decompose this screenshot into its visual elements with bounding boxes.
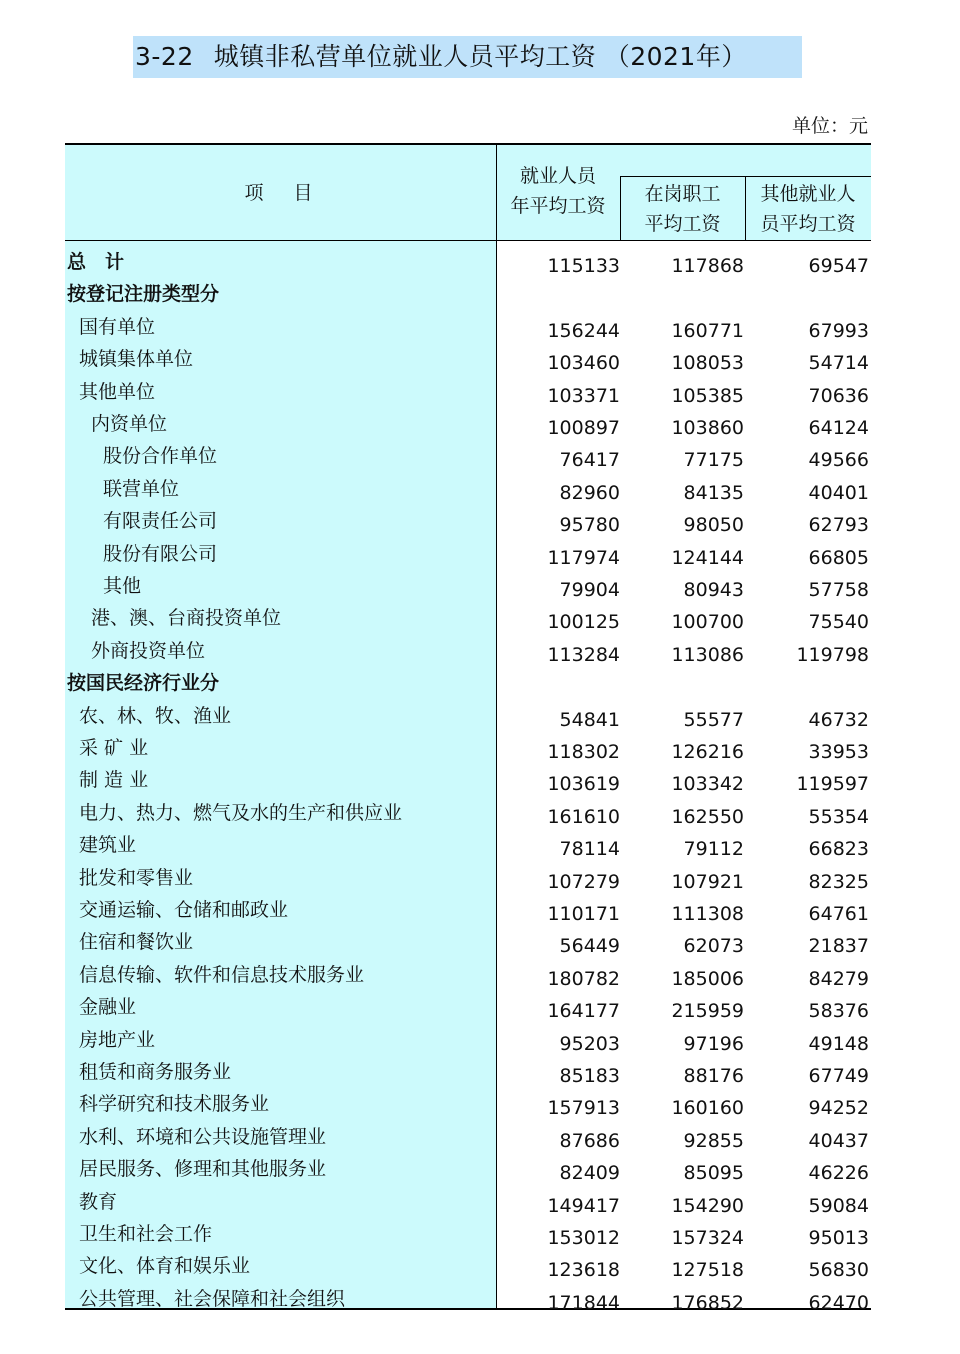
row-label: 其他 xyxy=(103,575,142,597)
table-row xyxy=(65,538,871,570)
cell-staff-avg-wage: 154290 xyxy=(671,1194,744,1217)
cell-employed-avg-wage: 118302 xyxy=(547,741,620,763)
cell-staff-avg-wage: 124144 xyxy=(671,546,744,569)
table-row xyxy=(65,1186,871,1218)
cell-employed-avg-wage: 76417 xyxy=(559,449,620,472)
cell-employed-avg-wage: 164177 xyxy=(547,1000,620,1023)
header-col1-line1: 就业人员 xyxy=(519,165,596,187)
cell-other-avg-wage: 95013 xyxy=(808,1227,869,1249)
cell-other-avg-wage: 59084 xyxy=(808,1194,869,1217)
cell-staff-avg-wage: 111308 xyxy=(671,903,744,925)
cell-employed-avg-wage: 78114 xyxy=(559,838,620,861)
header-col2-line1: 在岗职工 xyxy=(644,183,721,205)
row-label: 联营单位 xyxy=(103,477,180,500)
cell-other-avg-wage: 84279 xyxy=(808,967,869,990)
row-label: 居民服务、修理和其他服务业 xyxy=(79,1158,327,1181)
cell-staff-avg-wage: 62073 xyxy=(683,935,744,958)
table-row xyxy=(65,1153,871,1185)
top-rule xyxy=(65,143,871,145)
cell-staff-avg-wage: 162550 xyxy=(671,805,744,828)
table-row xyxy=(65,959,871,991)
table-row xyxy=(65,635,871,667)
cell-employed-avg-wage: 115133 xyxy=(547,255,620,277)
table-row xyxy=(65,829,871,861)
row-label: 公共管理、社会保障和社会组织 xyxy=(79,1287,346,1310)
table-row xyxy=(65,1283,871,1315)
cell-staff-avg-wage: 55577 xyxy=(683,708,744,731)
table-row xyxy=(65,700,871,732)
cell-employed-avg-wage: 123618 xyxy=(547,1259,620,1282)
table-row xyxy=(65,1056,871,1088)
cell-staff-avg-wage: 103342 xyxy=(671,773,744,796)
row-label: 总 计 xyxy=(67,251,125,273)
cell-employed-avg-wage: 85183 xyxy=(559,1065,620,1087)
cell-employed-avg-wage: 171844 xyxy=(547,1291,620,1314)
cell-staff-avg-wage: 100700 xyxy=(671,611,744,634)
header-col-other-avg-wage xyxy=(745,179,871,239)
cell-employed-avg-wage: 117974 xyxy=(547,546,620,569)
cell-employed-avg-wage: 156244 xyxy=(547,319,620,342)
header-col3-line1: 其他就业人 xyxy=(760,183,856,205)
cell-other-avg-wage: 21837 xyxy=(808,935,869,958)
cell-employed-avg-wage: 95203 xyxy=(559,1032,620,1055)
cell-staff-avg-wage: 88176 xyxy=(683,1065,744,1087)
cell-other-avg-wage: 62470 xyxy=(808,1291,869,1314)
cell-other-avg-wage: 66805 xyxy=(808,546,869,569)
cell-staff-avg-wage: 80943 xyxy=(683,579,744,601)
cell-other-avg-wage: 64761 xyxy=(808,903,869,925)
cell-employed-avg-wage: 153012 xyxy=(547,1227,620,1249)
cell-staff-avg-wage: 79112 xyxy=(683,838,744,861)
row-label: 教育 xyxy=(79,1190,118,1213)
table-number: 3-22 xyxy=(135,42,194,71)
cell-employed-avg-wage: 79904 xyxy=(559,579,620,601)
cell-employed-avg-wage: 103619 xyxy=(547,773,620,796)
row-label: 港、澳、台商投资单位 xyxy=(91,607,282,630)
table-row xyxy=(65,311,871,343)
cell-staff-avg-wage: 215959 xyxy=(671,1000,744,1023)
row-label: 电力、热力、燃气及水的生产和供应业 xyxy=(79,801,403,824)
cell-staff-avg-wage: 77175 xyxy=(683,449,744,472)
cell-employed-avg-wage: 180782 xyxy=(547,967,620,990)
cell-other-avg-wage: 75540 xyxy=(808,611,869,634)
cell-staff-avg-wage: 157324 xyxy=(671,1227,744,1249)
table-row xyxy=(65,278,871,310)
cell-employed-avg-wage: 82409 xyxy=(559,1162,620,1185)
table-row xyxy=(65,862,871,894)
row-label: 按登记注册类型分 xyxy=(67,283,220,306)
row-label: 建筑业 xyxy=(79,834,137,857)
cell-staff-avg-wage: 105385 xyxy=(671,384,744,407)
cell-staff-avg-wage: 97196 xyxy=(683,1032,744,1055)
table-title-text: 城镇非私营单位就业人员平均工资 （2021年） xyxy=(213,42,747,71)
cell-other-avg-wage: 33953 xyxy=(808,741,869,763)
cell-other-avg-wage: 119597 xyxy=(796,773,869,796)
row-label: 外商投资单位 xyxy=(91,639,206,662)
row-label: 城镇集体单位 xyxy=(79,348,194,371)
row-label: 农、林、牧、渔业 xyxy=(79,704,232,727)
cell-other-avg-wage: 40437 xyxy=(808,1129,869,1152)
cell-staff-avg-wage: 160160 xyxy=(671,1097,744,1120)
cell-employed-avg-wage: 100897 xyxy=(547,417,620,439)
cell-staff-avg-wage: 117868 xyxy=(671,255,744,277)
row-label: 交通运输、仓储和邮政业 xyxy=(79,899,289,921)
table-row xyxy=(65,764,871,796)
table-row xyxy=(65,505,871,537)
table-row xyxy=(65,1121,871,1153)
cell-employed-avg-wage: 82960 xyxy=(559,481,620,504)
cell-other-avg-wage: 49566 xyxy=(808,449,869,472)
cell-other-avg-wage: 66823 xyxy=(808,838,869,861)
cell-staff-avg-wage: 126216 xyxy=(671,741,744,763)
cell-other-avg-wage: 57758 xyxy=(808,579,869,601)
cell-other-avg-wage: 64124 xyxy=(808,417,869,439)
cell-other-avg-wage: 56830 xyxy=(808,1259,869,1282)
header-col-employed-avg-wage xyxy=(496,161,620,221)
cell-staff-avg-wage: 127518 xyxy=(671,1259,744,1282)
cell-other-avg-wage: 119798 xyxy=(796,643,869,666)
cell-staff-avg-wage: 176852 xyxy=(671,1291,744,1314)
row-label: 国有单位 xyxy=(79,315,156,338)
cell-other-avg-wage: 46732 xyxy=(808,708,869,731)
cell-other-avg-wage: 40401 xyxy=(808,481,869,504)
table-title xyxy=(133,36,802,78)
cell-other-avg-wage: 49148 xyxy=(808,1032,869,1055)
table-row xyxy=(65,376,871,408)
row-label: 按国民经济行业分 xyxy=(67,672,220,695)
table-row xyxy=(65,732,871,764)
row-label: 租赁和商务服务业 xyxy=(79,1061,232,1083)
row-label: 采 矿 业 xyxy=(79,737,149,759)
table-row xyxy=(65,246,871,278)
cell-other-avg-wage: 55354 xyxy=(808,805,869,828)
cell-employed-avg-wage: 95780 xyxy=(559,514,620,537)
table-row xyxy=(65,1024,871,1056)
row-label: 股份有限公司 xyxy=(103,542,218,565)
cell-other-avg-wage: 82325 xyxy=(808,870,869,893)
row-label: 批发和零售业 xyxy=(79,866,194,889)
table-row xyxy=(65,667,871,699)
table-row xyxy=(65,894,871,926)
row-label: 水利、环境和公共设施管理业 xyxy=(79,1125,327,1148)
table-row xyxy=(65,473,871,505)
cell-employed-avg-wage: 54841 xyxy=(559,708,620,731)
cell-employed-avg-wage: 113284 xyxy=(547,643,620,666)
table-row xyxy=(65,343,871,375)
cell-employed-avg-wage: 100125 xyxy=(547,611,620,634)
table-row xyxy=(65,1218,871,1250)
row-label: 房地产业 xyxy=(79,1028,156,1051)
cell-other-avg-wage: 58376 xyxy=(808,1000,869,1023)
cell-staff-avg-wage: 108053 xyxy=(671,352,744,375)
header-col1-line2: 年平均工资 xyxy=(510,195,606,217)
header-col2-line2: 平均工资 xyxy=(644,213,721,235)
row-label: 有限责任公司 xyxy=(103,510,218,533)
cell-staff-avg-wage: 92855 xyxy=(683,1129,744,1152)
cell-employed-avg-wage: 110171 xyxy=(547,903,620,925)
cell-employed-avg-wage: 149417 xyxy=(547,1194,620,1217)
table-row xyxy=(65,926,871,958)
cell-other-avg-wage: 46226 xyxy=(808,1162,869,1185)
cell-staff-avg-wage: 107921 xyxy=(671,870,744,893)
row-label: 金融业 xyxy=(79,996,137,1019)
table-row xyxy=(65,408,871,440)
cell-other-avg-wage: 94252 xyxy=(808,1097,869,1120)
row-label: 信息传输、软件和信息技术服务业 xyxy=(79,963,365,986)
cell-employed-avg-wage: 103371 xyxy=(547,384,620,407)
cell-other-avg-wage: 54714 xyxy=(808,352,869,375)
wage-table xyxy=(65,143,871,1314)
cell-staff-avg-wage: 160771 xyxy=(671,319,744,342)
unit-label: 单位：元 xyxy=(791,115,868,137)
table-row xyxy=(65,602,871,634)
header-divider-1 xyxy=(620,176,621,240)
cell-staff-avg-wage: 84135 xyxy=(683,481,744,504)
header-col3-line2: 员平均工资 xyxy=(760,213,856,235)
row-label: 内资单位 xyxy=(91,413,168,435)
cell-other-avg-wage: 67993 xyxy=(808,319,869,342)
header-col-staff-avg-wage xyxy=(620,179,745,239)
cell-employed-avg-wage: 107279 xyxy=(547,870,620,893)
cell-employed-avg-wage: 157913 xyxy=(547,1097,620,1120)
table-row xyxy=(65,1250,871,1282)
cell-employed-avg-wage: 103460 xyxy=(547,352,620,375)
row-label: 住宿和餐饮业 xyxy=(79,931,194,954)
table-row xyxy=(65,1088,871,1120)
cell-employed-avg-wage: 161610 xyxy=(547,805,620,828)
cell-staff-avg-wage: 98050 xyxy=(683,514,744,537)
table-row xyxy=(65,991,871,1023)
cell-staff-avg-wage: 185006 xyxy=(671,967,744,990)
table-row xyxy=(65,440,871,472)
cell-other-avg-wage: 62793 xyxy=(808,514,869,537)
table-row xyxy=(65,570,871,602)
row-label: 股份合作单位 xyxy=(103,445,218,468)
cell-staff-avg-wage: 85095 xyxy=(683,1162,744,1185)
cell-other-avg-wage: 69547 xyxy=(808,255,869,277)
cell-other-avg-wage: 67749 xyxy=(808,1065,869,1087)
header-item: 项目 xyxy=(244,182,343,204)
table-row xyxy=(65,797,871,829)
cell-other-avg-wage: 70636 xyxy=(808,384,869,407)
header-divider-2 xyxy=(745,176,746,240)
cell-staff-avg-wage: 113086 xyxy=(671,643,744,666)
cell-employed-avg-wage: 87686 xyxy=(559,1129,620,1152)
cell-staff-avg-wage: 103860 xyxy=(671,417,744,439)
row-label: 科学研究和技术服务业 xyxy=(79,1093,270,1116)
row-label: 其他单位 xyxy=(79,380,156,403)
header-bottom-rule xyxy=(65,240,871,241)
row-label: 文化、体育和娱乐业 xyxy=(79,1255,251,1278)
cell-employed-avg-wage: 56449 xyxy=(559,935,620,958)
row-label: 卫生和社会工作 xyxy=(79,1223,213,1245)
row-label: 制 造 业 xyxy=(79,769,149,792)
